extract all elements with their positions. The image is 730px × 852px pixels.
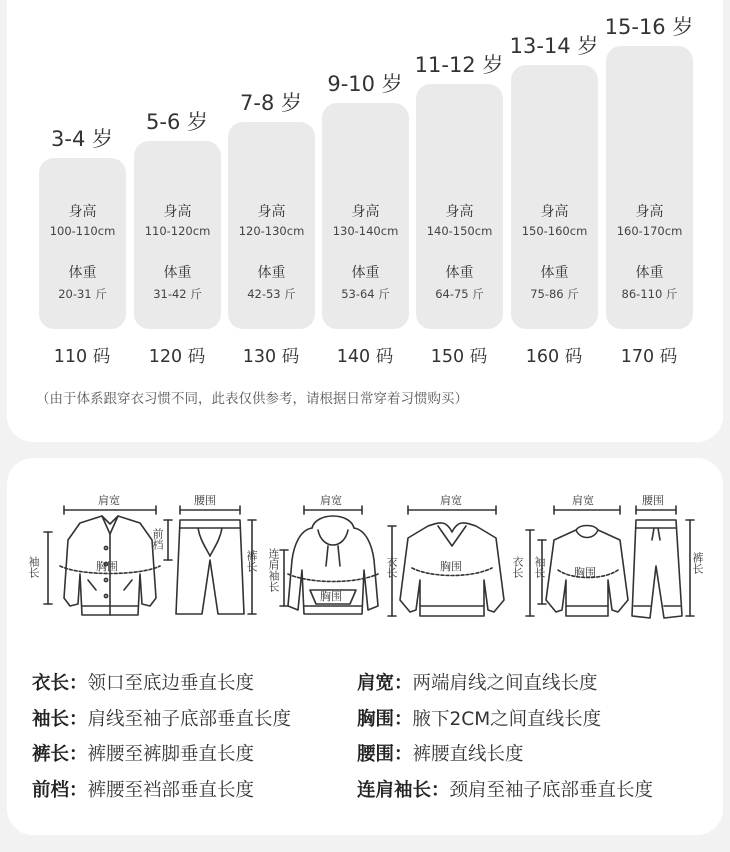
pants-length-label: 裤长 xyxy=(245,550,258,572)
definition-waist: 腰围：裤腰直线长度 xyxy=(357,744,524,765)
pants-waist-label: 腰围 xyxy=(194,494,216,507)
weight-label: 体重 xyxy=(540,265,569,281)
weight-value: 42-53 斤 xyxy=(247,287,296,301)
weight-value: 53-64 斤 xyxy=(341,287,390,301)
weight-label: 体重 xyxy=(635,265,664,281)
weight-value: 64-75 斤 xyxy=(435,287,484,301)
height-value: 130-140cm xyxy=(332,224,399,238)
weight-label: 体重 xyxy=(257,265,286,281)
definition-rise: 前档：裤腰至裆部垂直长度 xyxy=(32,780,255,801)
set-chest-label: 胸围 xyxy=(574,566,596,579)
size-code-3: 140 码 xyxy=(336,347,394,367)
height-label: 身高 xyxy=(351,204,380,220)
height-label: 身高 xyxy=(445,204,474,220)
age-label-2: 7-8 岁 xyxy=(240,91,302,115)
age-label-4: 11-12 岁 xyxy=(414,53,504,77)
definition-raglan-sleeve: 连肩袖长：颈肩至袖子底部垂直长度 xyxy=(357,780,654,801)
size-code-0: 110 码 xyxy=(53,347,111,367)
weight-value: 75-86 斤 xyxy=(530,287,579,301)
weight-value: 20-31 斤 xyxy=(58,287,107,301)
size-column-2 xyxy=(228,122,315,329)
set-pants-length-label: 裤长 xyxy=(691,552,704,574)
height-label: 身高 xyxy=(540,204,569,220)
age-label-3: 9-10 岁 xyxy=(327,72,403,96)
definition-sleeve: 袖长：肩线至袖子底部垂直长度 xyxy=(32,709,292,730)
size-column-0 xyxy=(39,158,126,329)
size-code-6: 170 码 xyxy=(620,347,678,367)
size-column-1 xyxy=(134,141,221,329)
definition-shoulder: 肩宽：两端肩线之间直线长度 xyxy=(357,673,598,694)
definition-length: 衣长：领口至底边垂直长度 xyxy=(32,673,255,694)
age-label-6: 15-16 岁 xyxy=(604,15,694,39)
set-shoulder-label: 肩宽 xyxy=(572,494,594,507)
height-value: 120-130cm xyxy=(238,224,305,238)
height-label: 身高 xyxy=(68,204,97,220)
set-length-label: 衣长 xyxy=(511,556,524,578)
age-label-0: 3-4 岁 xyxy=(51,127,113,151)
jacket-chest-label: 胸围 xyxy=(96,560,118,573)
size-column-3 xyxy=(322,103,409,329)
sweater-chest-label: 胸围 xyxy=(440,560,462,573)
height-value: 150-160cm xyxy=(521,224,588,238)
height-label: 身高 xyxy=(163,204,192,220)
set-waist-label: 腰围 xyxy=(642,494,664,507)
weight-label: 体重 xyxy=(68,265,97,281)
hoodie-shoulder-label: 肩宽 xyxy=(320,494,342,507)
size-code-5: 160 码 xyxy=(525,347,583,367)
size-code-2: 130 码 xyxy=(242,347,300,367)
height-label: 身高 xyxy=(257,204,286,220)
jacket-shoulder-label: 肩宽 xyxy=(98,494,120,507)
size-column-5 xyxy=(511,65,598,329)
definition-pants-length: 裤长：裤腰至裤脚垂直长度 xyxy=(32,744,255,765)
weight-label: 体重 xyxy=(163,265,192,281)
disclaimer-note: （由于体系跟穿衣习惯不同，此表仅供参考，请根据日常穿着习惯购买） xyxy=(36,391,468,407)
size-column-4 xyxy=(416,84,503,329)
definition-chest: 胸围：腋下2CM之间直线长度 xyxy=(357,709,602,730)
height-value: 110-120cm xyxy=(144,224,211,238)
set-sleeve-label: 袖长 xyxy=(533,556,546,578)
size-column-6 xyxy=(606,46,693,329)
age-label-5: 13-14 岁 xyxy=(509,34,599,58)
weight-label: 体重 xyxy=(445,265,474,281)
pants-rise-label: 前档 xyxy=(151,528,164,550)
weight-value: 31-42 斤 xyxy=(153,287,202,301)
height-value: 160-170cm xyxy=(616,224,683,238)
height-label: 身高 xyxy=(635,204,664,220)
weight-label: 体重 xyxy=(351,265,380,281)
size-code-1: 120 码 xyxy=(148,347,206,367)
weight-value: 86-110 斤 xyxy=(621,287,678,301)
hoodie-raglan-label: 连肩袖长 xyxy=(267,548,280,592)
sweater-length-label: 衣长 xyxy=(385,556,398,578)
height-value: 140-150cm xyxy=(426,224,493,238)
sweater-shoulder-label: 肩宽 xyxy=(440,494,462,507)
height-value: 100-110cm xyxy=(49,224,116,238)
age-label-1: 5-6 岁 xyxy=(146,110,208,134)
hoodie-chest-label: 胸围 xyxy=(320,590,342,603)
size-code-4: 150 码 xyxy=(430,347,488,367)
jacket-sleeve-label: 袖长 xyxy=(27,556,40,578)
